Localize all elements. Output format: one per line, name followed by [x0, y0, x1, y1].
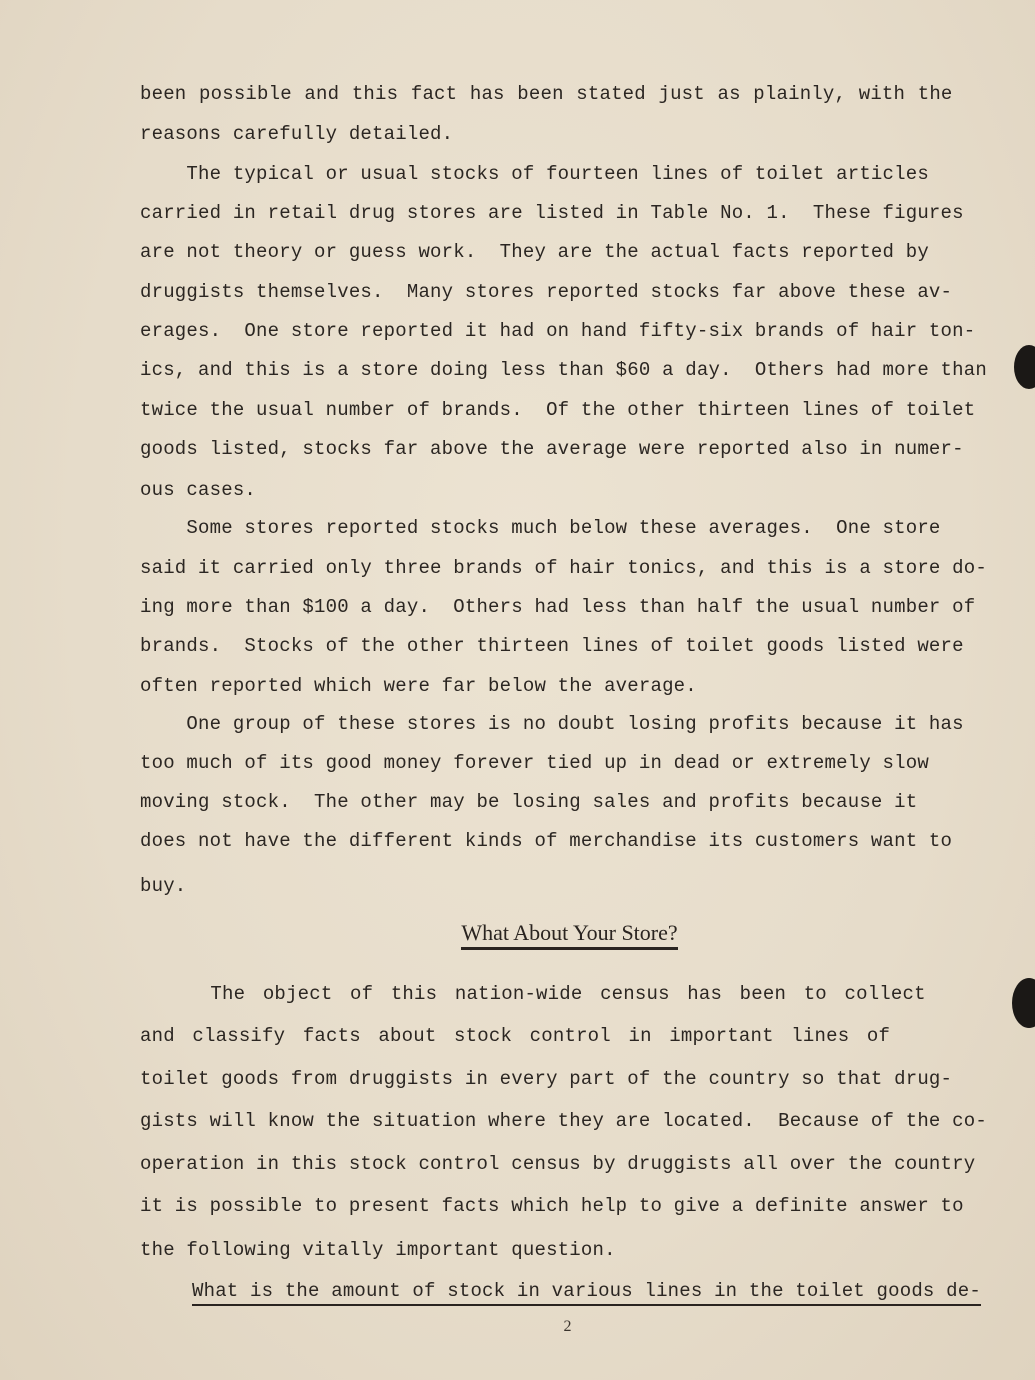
text-line-9: twice the usual number of brands. Of the other thirteen lines of toilet [140, 399, 976, 421]
text-line-25: gists will know the situation where they are located. Because of the co- [140, 1110, 987, 1132]
text-line-28: the following vitally important question. [140, 1239, 616, 1261]
text-line-27: it is possible to present facts which help to give a definite answer to [140, 1195, 964, 1217]
text-line-23: and classify facts about stock control in important lines of [140, 1025, 891, 1047]
text-line-12: Some stores reported stocks much below these averages. One store [140, 517, 941, 539]
underlined-question-line: What is the amount of stock in various lines in the toilet goods de- [192, 1279, 981, 1306]
text-line-16: often reported which were far below the average. [140, 675, 697, 697]
text-line-7: erages. One store reported it had on hand fifty-six brands of hair ton- [140, 320, 976, 342]
text-line-24: toilet goods from druggists in every part of the country so that drug- [140, 1068, 953, 1090]
text-line-3: The typical or usual stocks of fourteen lines of toilet articles [140, 163, 929, 185]
text-line-21: buy. [140, 875, 187, 897]
text-line-22: The object of this nation-wide census has been to collect [140, 983, 926, 1005]
text-line-26: operation in this stock control census by druggists all over the country [140, 1153, 976, 1175]
text-line-10: goods listed, stocks far above the average were reported also in numer- [140, 438, 964, 460]
text-line-17: One group of these stores is no doubt losing profits because it has [140, 713, 964, 735]
text-line-2: reasons carefully detailed. [140, 123, 454, 145]
text-line-19: moving stock. The other may be losing sales and profits because it [140, 791, 918, 813]
text-line-6: druggists themselves. Many stores reported stocks far above these av- [140, 281, 953, 303]
text-line-14: ing more than $100 a day. Others had less than half the usual number of [140, 596, 976, 618]
text-line-20: does not have the different kinds of merchandise its customers want to [140, 830, 953, 852]
text-line-11: ous cases. [140, 479, 257, 501]
section-heading [0, 920, 1035, 946]
text-line-8: ics, and this is a store doing less than $60 a day. Others had more than [140, 359, 987, 381]
text-line-1: been possible and this fact has been stated just as plainly, with the [140, 83, 953, 105]
text-line-15: brands. Stocks of the other thirteen lines of toilet goods listed were [140, 635, 964, 657]
page-number: 2 [563, 1318, 572, 1335]
binding-hole-lower [1012, 978, 1035, 1028]
text-line-18: too much of its good money forever tied up in dead or extremely slow [140, 752, 929, 774]
text-line-5: are not theory or guess work. They are the actual facts reported by [140, 241, 929, 263]
text-line-4: carried in retail drug stores are listed in Table No. 1. These figures [140, 202, 964, 224]
text-line-13: said it carried only three brands of hair tonics, and this is a store do- [140, 557, 987, 579]
section-heading-text: What About Your Store? [461, 920, 677, 950]
binding-hole-upper [1014, 345, 1035, 389]
